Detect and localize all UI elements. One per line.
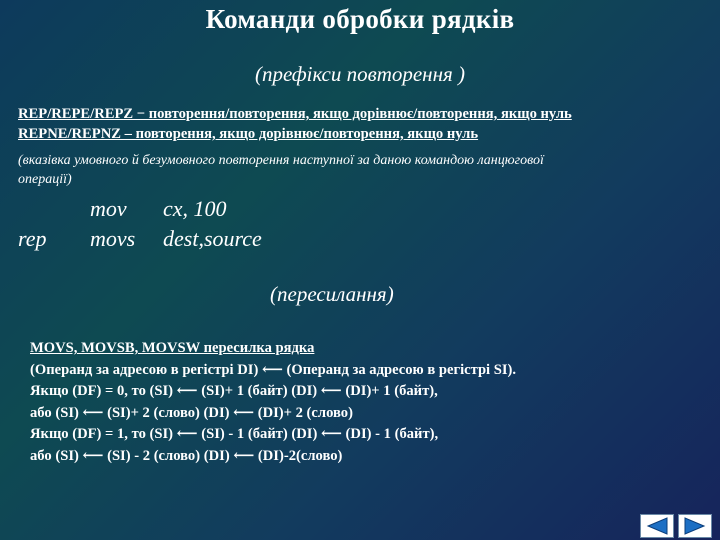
code-mnemonic-1: mov <box>90 196 127 221</box>
movs-heading: MOVS, MOVSB, MOVSW пересилка рядка <box>30 340 315 356</box>
prefix-line-repne: REPNE/REPNZ – повторення, якщо дорівнює/повторення, якщо нуль <box>18 126 479 142</box>
prefix-note <box>18 151 708 189</box>
triangle-right-icon <box>679 515 711 537</box>
movs-line-4: Якщо (DF) = 1, то (SI) ⟵ (SI) - 1 (байт) (DI) ⟵ (DI) - 1 (байт), <box>30 426 439 442</box>
prefix-description <box>18 104 714 144</box>
code-operands-2: dest,source <box>163 226 262 251</box>
movs-line-2: Якщо (DF) = 0, то (SI) ⟵ (SI)+ 1 (байт) (DI) ⟵ (DI)+ 1 (байт), <box>30 383 438 399</box>
slide-title: Команди обробки рядків <box>205 4 515 34</box>
section-label: (пересилання) <box>270 282 394 306</box>
code-mnemonic-2: movs <box>90 226 136 251</box>
triangle-left-icon <box>641 515 673 537</box>
movs-line-1: (Операнд за адресою в регістрі DI) ⟵ (Операнд за адресою в регістрі SI). <box>30 361 517 378</box>
movs-description <box>30 338 710 467</box>
prev-slide-button[interactable] <box>640 514 674 538</box>
movs-line-5: або (SI) ⟵ (SI) - 2 (слово) (DI) ⟵ (DI)-2(слово) <box>30 447 343 464</box>
prefix-note-line-2: операції) <box>18 172 72 187</box>
code-operands-1: cx, 100 <box>163 196 227 221</box>
prefix-note-line-1: (вказівка умовного й безумовного повторення наступної за даною командою ланцюгової <box>18 153 544 168</box>
code-prefix-2: rep <box>18 226 47 251</box>
next-slide-button[interactable] <box>678 514 712 538</box>
prefix-line-rep: REP/REPE/REPZ − повторення/повторення, якщо дорівнює/повторення, якщо нуль <box>18 106 572 122</box>
slide-subtitle: (префікси повторення ) <box>254 62 466 86</box>
movs-line-3: або (SI) ⟵ (SI)+ 2 (слово) (DI) ⟵ (DI)+ 2 (слово) <box>30 404 353 421</box>
